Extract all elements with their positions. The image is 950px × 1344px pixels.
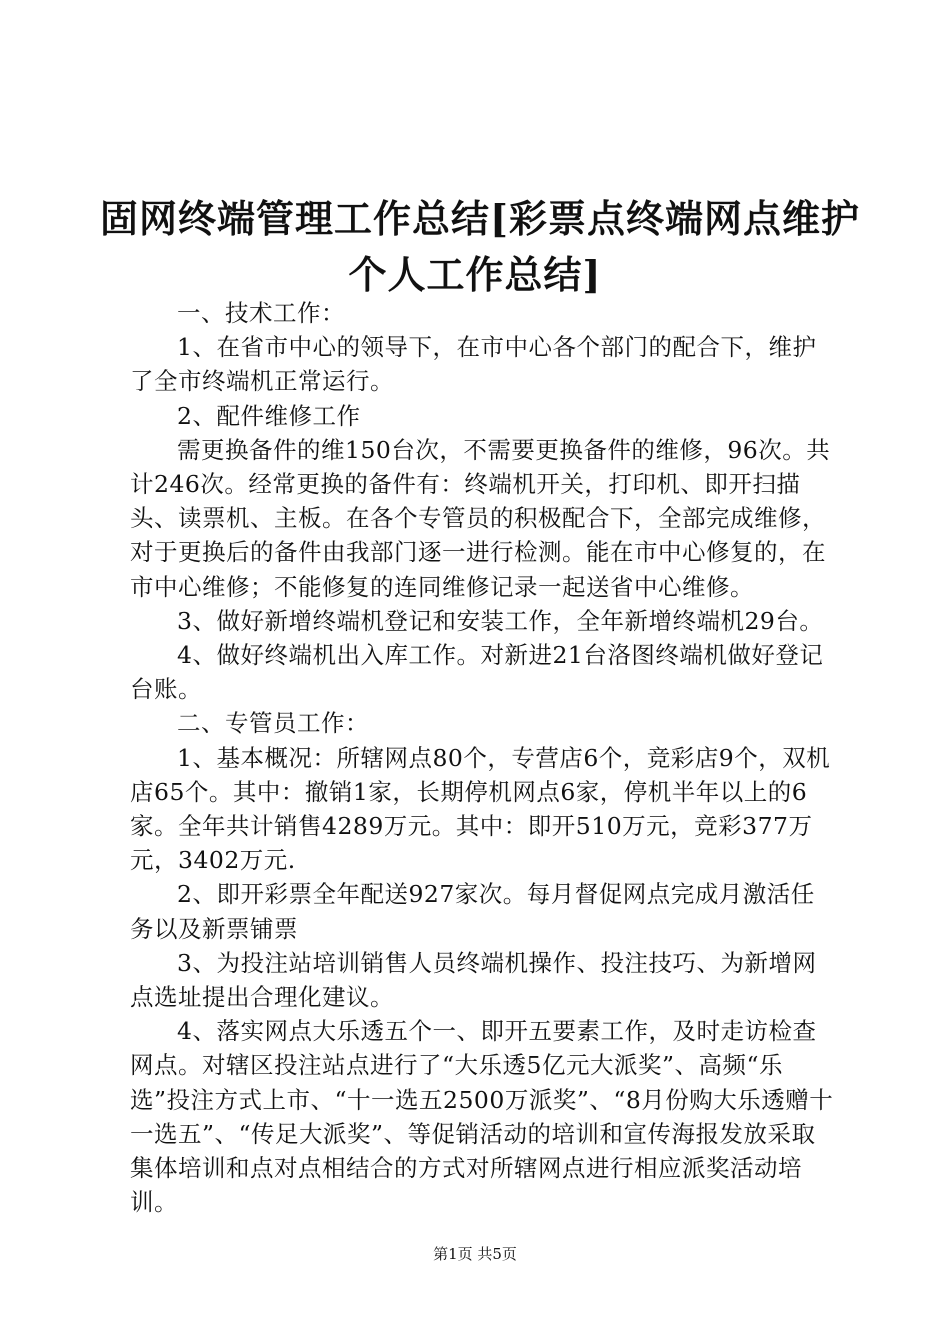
document-body bbox=[130, 296, 835, 1219]
paragraph: 1、在省市中心的领导下，在市中心各个部门的配合下，维护了全市终端机正常运行。 bbox=[130, 333, 817, 396]
document-title-line2: 个人工作总结] bbox=[348, 252, 602, 297]
paragraph: 2、即开彩票全年配送927家次。每月督促网点完成月激活任务以及新票铺票 bbox=[130, 880, 815, 943]
paragraph: 4、做好终端机出入库工作。对新进21台洛图终端机做好登记台账。 bbox=[130, 641, 824, 704]
document-title-line1: 固网终端管理工作总结[彩票点终端网点维护 bbox=[100, 196, 860, 241]
paragraph: 3、为投注站培训销售人员终端机操作、投注技巧、为新增网点选址提出合理化建议。 bbox=[130, 948, 817, 1012]
page-footer: 第1页 共5页 bbox=[433, 1245, 517, 1263]
paragraph: 3、做好新增终端机登记和安装工作，全年新增终端机29台。 bbox=[177, 606, 824, 635]
paragraph: 1、基本概况：所辖网点80个，专营店6个，竞彩店9个，双机店65个。其中：撤销1家，长期停机网点6家，停机半年以上的6家。全年共计销售4289万元。其中：即开510万元，竞彩377万元，3402万元. bbox=[130, 743, 831, 875]
paragraph: 4、落实网点大乐透五个一、即开五要素工作，及时走访检查网点。对辖区投注站点进行了“大乐透5亿元大派奖”、高频“乐选”投注方式上市、“十一选五2500万派奖”、“8月份购大乐透赠十一选五”、“传足大派奖”、等促销活动的培训和宣传海报发放采取集体培训和点对点相结合的方式对所辖网点进行相应派奖活动培训。 bbox=[130, 1017, 834, 1217]
paragraph: 2、配件维修工作 bbox=[177, 401, 361, 430]
paragraph: 二、专管员工作： bbox=[177, 709, 369, 738]
paragraph: 一、技术工作： bbox=[177, 299, 345, 327]
paragraph: 需更换备件的维150台次，不需要更换备件的维修，96次。共计246次。经常更换的备件有：终端机开关，打印机、即开扫描头、读票机、主板。在各个专管员的积极配合下，全部完成维修，对于更换后的备件由我部门逐一进行检测。能在市中心修复的，在市中心维修；不能修复的连同维修记录一起送省中心维修。 bbox=[130, 435, 831, 601]
